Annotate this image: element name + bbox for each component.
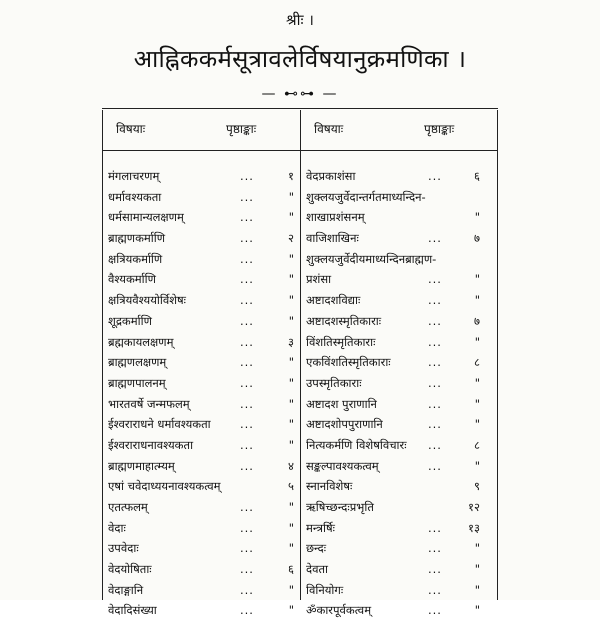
- entry-leader-dots: ...: [240, 417, 254, 432]
- entry-leader-dots: ...: [240, 189, 254, 204]
- entry-title: अष्टादशविद्याः: [306, 293, 361, 308]
- entry-leader-dots: ...: [428, 520, 442, 535]
- contents-entry: [300, 538, 498, 559]
- entry-title: ॐकारपूर्वकत्वम्: [306, 603, 372, 618]
- contents-entry: [300, 187, 498, 208]
- contents-entry: [300, 269, 498, 290]
- entry-page-number: ": [474, 458, 480, 473]
- contents-entry: [300, 518, 498, 539]
- entry-page-number: ": [288, 251, 294, 266]
- entry-page-number: २: [288, 231, 294, 246]
- entry-leader-dots: ...: [428, 231, 442, 246]
- entry-title: वेदयोषिताः: [108, 562, 152, 577]
- entry-title: वेदादिसंख्या: [108, 603, 157, 618]
- entry-leader-dots: ...: [428, 582, 442, 597]
- entry-leader-dots: ...: [240, 169, 254, 183]
- entry-page-number: ": [288, 437, 294, 452]
- entry-page-number: ": [474, 293, 480, 308]
- entry-title: ब्रह्मकायलक्षणम्: [108, 334, 174, 349]
- entry-title: देवता: [306, 562, 329, 577]
- entry-leader-dots: ...: [428, 355, 442, 370]
- entry-title: भारतवर्षे जन्मफलम्: [108, 396, 190, 411]
- contents-entry: [300, 476, 498, 497]
- entry-title: अष्टादशोपपुराणानि: [306, 417, 383, 432]
- entry-page-number: ": [288, 355, 294, 370]
- entry-title: छन्दः: [306, 541, 327, 556]
- entry-title: ईश्वराराधनावश्यकता: [108, 437, 194, 452]
- contents-entry: [300, 414, 498, 435]
- entry-title: विनियोगः: [306, 582, 344, 597]
- entry-leader-dots: ...: [240, 396, 254, 411]
- contents-entry: [102, 332, 300, 353]
- entry-leader-dots: ...: [240, 334, 254, 349]
- entry-page-number: ": [288, 313, 294, 328]
- entry-page-number: ": [474, 210, 480, 225]
- contents-entry: [300, 311, 498, 332]
- contents-entry: [102, 269, 300, 290]
- contents-entry: [300, 456, 498, 477]
- entry-title: ब्राह्मणपालनम्: [108, 375, 166, 390]
- entry-leader-dots: ...: [240, 500, 254, 514]
- entry-leader-dots: ...: [428, 541, 442, 556]
- contents-entry: [102, 435, 300, 456]
- contents-entry: [300, 228, 498, 249]
- contents-entry: [300, 497, 498, 518]
- entry-title: नित्यकर्मणि विशेषविचारः: [306, 437, 407, 452]
- entry-title: सङ्कल्पावश्यकत्वम्: [306, 458, 379, 473]
- entry-page-number: ७: [474, 313, 480, 328]
- entry-page-number: ": [474, 272, 480, 287]
- entry-page-number: ": [288, 375, 294, 390]
- contents-entry: [102, 456, 300, 477]
- contents-entry: [300, 580, 498, 601]
- contents-entry: [300, 166, 498, 187]
- contents-entry: [102, 559, 300, 580]
- left-column: [102, 166, 300, 621]
- contents-entry: [300, 290, 498, 311]
- entry-leader-dots: ...: [428, 334, 442, 349]
- entry-page-number: ६: [474, 169, 480, 183]
- entry-page-number: ": [474, 541, 480, 556]
- entry-leader-dots: ...: [428, 562, 442, 577]
- entry-title: स्नानविशेषः: [306, 479, 353, 494]
- contents-entry: [300, 435, 498, 456]
- title-ornament: — ⊷⊶ —: [261, 86, 339, 102]
- entry-page-number: ": [474, 582, 480, 597]
- entry-title: क्षत्रियवैश्ययोर्विशेषः: [108, 293, 187, 308]
- entry-leader-dots: ...: [428, 437, 442, 452]
- entry-page-number: ": [288, 210, 294, 225]
- contents-entry: [102, 600, 300, 621]
- entry-title: मंगलाचरणम्: [108, 169, 160, 183]
- entry-leader-dots: ...: [428, 272, 442, 287]
- entry-page-number: ६: [288, 562, 294, 577]
- right-header: [300, 110, 498, 151]
- entry-leader-dots: ...: [240, 293, 254, 308]
- top-rule: [102, 108, 498, 109]
- entry-page-number: ": [288, 520, 294, 535]
- entry-leader-dots: ...: [240, 272, 254, 287]
- entry-page-number: ": [474, 334, 480, 349]
- entry-page-number: ": [288, 500, 294, 514]
- entry-title: वाजिशाखिनः: [306, 231, 359, 246]
- contents-entry: [300, 332, 498, 353]
- entry-page-number: १३: [468, 520, 480, 535]
- contents-entry: [102, 497, 300, 518]
- contents-entry: [300, 207, 498, 228]
- entry-page-number: ": [288, 582, 294, 597]
- entry-title: ऋषिच्छन्दःप्रभृति: [306, 500, 374, 514]
- contents-entry: [300, 559, 498, 580]
- entry-page-number: ८: [474, 437, 480, 452]
- entry-page-number: ": [474, 375, 480, 390]
- contents-entry: [102, 580, 300, 601]
- entry-title: विंशतिस्मृतिकाराः: [306, 334, 376, 349]
- contents-entry: [102, 394, 300, 415]
- entry-title: ब्राह्मणलक्षणम्: [108, 355, 167, 370]
- entry-title: क्षत्रियकर्माणि: [108, 251, 163, 266]
- entry-leader-dots: ...: [428, 603, 442, 618]
- contents-entry: [102, 290, 300, 311]
- entry-title: ईश्वराराधने धर्मावश्यकता: [108, 417, 211, 432]
- entry-title: वेदप्रकाशंसा: [306, 169, 356, 183]
- entry-leader-dots: ...: [240, 210, 254, 225]
- entry-page-number: ५: [288, 479, 294, 494]
- entry-title: वेदाः: [108, 520, 126, 535]
- contents-entry: [102, 352, 300, 373]
- entry-leader-dots: ...: [240, 520, 254, 535]
- entry-leader-dots: ...: [240, 458, 254, 473]
- entry-title: मन्त्रर्षिः: [306, 520, 335, 535]
- entry-title: शूद्रकर्माणि: [108, 313, 152, 328]
- entry-page-number: ": [288, 541, 294, 556]
- entry-page-number: ४: [288, 458, 294, 473]
- entry-page-number: ": [288, 603, 294, 618]
- entry-page-number: ": [288, 417, 294, 432]
- entry-leader-dots: ...: [240, 231, 254, 246]
- entry-leader-dots: ...: [428, 313, 442, 328]
- contents-entry: [102, 166, 300, 187]
- entry-page-number: ८: [474, 355, 480, 370]
- contents-entry: [102, 187, 300, 208]
- entry-page-number: १: [288, 169, 294, 183]
- entry-title: ब्राह्मणमाहात्म्यम्: [108, 458, 175, 473]
- entry-title: एकविंशतिस्मृतिकाराः: [306, 355, 391, 370]
- page-title: आह्निककर्मसूत्रावलेर्विषयानुक्रमणिका ।: [133, 45, 467, 73]
- entry-title: प्रशंसा: [306, 272, 332, 287]
- contents-entry: [300, 352, 498, 373]
- contents-entry: [300, 600, 498, 621]
- left-col-subject-header: विषयाः: [116, 122, 146, 136]
- contents-table: [102, 110, 498, 618]
- entry-leader-dots: ...: [240, 313, 254, 328]
- entry-leader-dots: ...: [240, 582, 254, 597]
- entry-title: वैश्यकर्माणि: [108, 272, 156, 287]
- entry-page-number: ": [474, 417, 480, 432]
- entry-title: ब्राह्मणकर्माणि: [108, 231, 166, 246]
- entry-title: धर्मसामान्यलक्षणम्: [108, 210, 184, 225]
- entry-title: एतत्फलम्: [108, 500, 148, 514]
- entry-leader-dots: ...: [240, 251, 254, 266]
- entry-page-number: ": [474, 603, 480, 618]
- left-header: [102, 110, 300, 151]
- right-column: [300, 166, 498, 621]
- entry-title: एषां चवेदाध्ययनावश्यकत्वम्: [108, 479, 221, 494]
- entry-page-number: १२: [468, 500, 480, 514]
- entry-title: धर्मावश्यकता: [108, 189, 162, 204]
- contents-entry: [102, 538, 300, 559]
- entry-title: अष्टादश पुराणानि: [306, 396, 377, 411]
- entry-page-number: ३: [288, 334, 294, 349]
- contents-entry: [102, 311, 300, 332]
- contents-entry: [102, 228, 300, 249]
- entry-leader-dots: ...: [240, 562, 254, 577]
- entry-title: उपवेदाः: [108, 541, 139, 556]
- entry-title: शुक्लयजुर्वेदीयमाध्यन्दिनब्राह्मण-: [306, 251, 437, 266]
- contents-entry: [102, 518, 300, 539]
- entry-leader-dots: ...: [428, 293, 442, 308]
- entry-leader-dots: ...: [428, 375, 442, 390]
- entry-leader-dots: ...: [428, 458, 442, 473]
- entry-leader-dots: ...: [240, 437, 254, 452]
- entry-page-number: ": [288, 189, 294, 204]
- contents-entry: [300, 249, 498, 270]
- entry-page-number: ७: [474, 231, 480, 246]
- entry-leader-dots: ...: [240, 603, 254, 618]
- shri-heading: श्रीः ।: [286, 11, 314, 29]
- entry-title: शाखाप्रशंसनम्: [306, 210, 365, 225]
- right-col-subject-header: विषयाः: [314, 122, 344, 136]
- entry-leader-dots: ...: [428, 417, 442, 432]
- entry-page-number: ": [474, 396, 480, 411]
- entry-page-number: ९: [474, 479, 480, 494]
- right-col-page-header: पृष्ठाङ्काः: [424, 122, 455, 136]
- entry-leader-dots: ...: [428, 169, 442, 183]
- contents-entry: [102, 249, 300, 270]
- entry-leader-dots: ...: [240, 375, 254, 390]
- entry-leader-dots: ...: [240, 541, 254, 556]
- entry-page-number: ": [288, 293, 294, 308]
- entry-page-number: ": [288, 272, 294, 287]
- contents-entry: [102, 373, 300, 394]
- entry-title: वेदाङ्गानि: [108, 582, 144, 597]
- entry-leader-dots: ...: [240, 355, 254, 370]
- entry-title: शुक्लयजुर्वेदान्तर्गतमाध्यन्दिन-: [306, 189, 426, 204]
- entry-title: अष्टादशस्मृतिकाराः: [306, 313, 382, 328]
- contents-entry: [102, 207, 300, 228]
- contents-entry: [102, 476, 300, 497]
- left-col-page-header: पृष्ठाङ्काः: [226, 122, 257, 136]
- entry-title: उपस्मृतिकाराः: [306, 375, 362, 390]
- entry-page-number: ": [474, 562, 480, 577]
- contents-entry: [300, 394, 498, 415]
- entry-leader-dots: ...: [428, 396, 442, 411]
- entry-page-number: ": [288, 396, 294, 411]
- contents-entry: [102, 414, 300, 435]
- contents-entry: [300, 373, 498, 394]
